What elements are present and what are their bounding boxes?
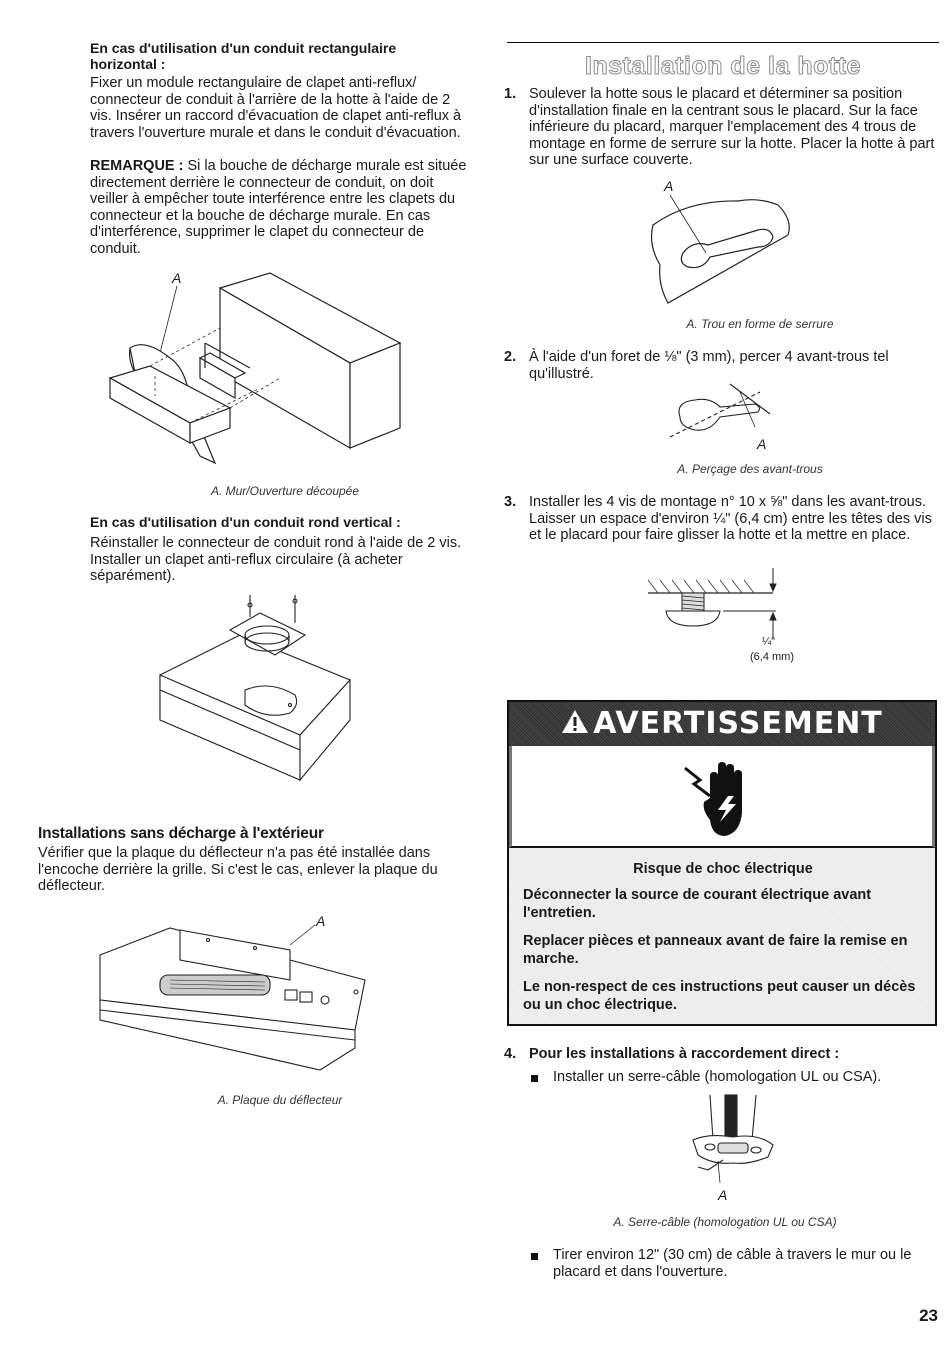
section-rule: [507, 42, 939, 43]
warning-box: [507, 700, 937, 1026]
gap-label-mm: (6,4 mm): [750, 651, 794, 663]
remarque-paragraph: [90, 158, 472, 257]
step-1-text: Soulever la hotte sous le placard et déterminer sa position d'installation finale en la centrant sous le placard. Sur la face inférieure du placard, marquer l'emplacement des 4 trous de montage en forme de serrure sur la hotte. Placer la hotte à part sur une surface couverte.: [529, 86, 935, 168]
step-1-number: 1.: [504, 86, 517, 102]
round-duct-body: Réinstaller le connecteur de conduit rond à l'aide de 2 vis. Installer un clapet anti-reflux circulaire (à acheter séparément).: [90, 535, 462, 584]
section-title: Installation de la hotte: [585, 52, 861, 80]
keyhole-illustration: [648, 195, 798, 305]
rect-duct-illustration: [110, 268, 440, 468]
clamp-callout-letter: A: [718, 1187, 728, 1203]
step-3-number: 3.: [504, 494, 517, 510]
cable-clamp-illustration: [688, 1095, 778, 1185]
rect-duct-heading: En cas d'utilisation d'un conduit rectangulaire horizontal :: [90, 40, 397, 72]
warning-line-1: Déconnecter la source de courant électrique avant l'entretien.: [523, 887, 872, 921]
bullet-2-text: Tirer environ 12" (30 cm) de câble à travers le mur ou le placard et dans l'ouverture.: [553, 1247, 912, 1280]
deflector-plate-illustration: [100, 920, 375, 1070]
page-number: 23: [919, 1306, 938, 1325]
warning-text-panel: [509, 848, 935, 1024]
round-duct-illustration: [150, 595, 360, 790]
step-2-number: 2.: [504, 349, 517, 365]
step-3-text: Installer les 4 vis de montage n° 10 x ⅝" dans les avant-trous. Laisser un espace d'environ ¼" (6,4 cm) entre les têtes des vis et le placard pour faire glisser la hotte et la mettre en place.: [529, 494, 932, 543]
warning-line-3: Le non-respect de ces instructions peut causer un décès ou un choc électrique.: [523, 979, 916, 1013]
drill-caption: A. Perçage des avant-trous: [677, 462, 823, 476]
clamp-caption: A. Serre-câble (homologation UL ou CSA): [613, 1215, 837, 1229]
warning-line-2: Replacer pièces et panneaux avant de faire la remise en marche.: [523, 933, 908, 967]
remarque-label: REMARQUE :: [90, 158, 184, 174]
warning-icon-panel: [509, 746, 935, 848]
step-4-number: 4.: [504, 1046, 517, 1062]
warning-triangle-icon: [561, 703, 589, 747]
bullet-1-text: Installer un serre-câble (homologation UL ou CSA).: [553, 1069, 882, 1085]
screw-gap-illustration: [648, 568, 788, 638]
fig3-callout-letter: A: [316, 913, 326, 929]
fig1-callout-letter: A: [172, 270, 182, 286]
step-4-text: Pour les installations à raccordement direct :: [529, 1046, 840, 1062]
remarque-body: Si la bouche de décharge murale est située directement derrière le connecteur de conduit, on doit veiller à empêcher toute interférence entre les clapets du connecteur et la bouche de décharge murale. En cas d'interférence, supprimer le clapet du connecteur de conduit.: [90, 158, 467, 257]
bullet-marker: [531, 1075, 538, 1082]
warning-title-row: [509, 702, 935, 746]
fig3-caption: A. Plaque du déflecteur: [217, 1093, 343, 1107]
step-2-text: À l'aide d'un foret de ⅛" (3 mm), percer 4 avant-trous tel qu'illustré.: [529, 349, 889, 382]
gap-label-inches: ¼": [762, 636, 776, 648]
electric-shock-hand-icon: [680, 758, 760, 838]
rect-duct-body: Fixer un module rectangulaire de clapet anti-reflux/ connecteur de conduit à l'arrière de la hotte à l'aide de 2 vis. Insérer un raccord d'évacuation de clapet anti-reflux à travers l'ouverture murale et dans le conduit d'évacuation.: [90, 75, 462, 141]
no-discharge-heading: Installations sans décharge à l'extérieur: [38, 825, 324, 842]
drill-holes-illustration: [670, 382, 780, 442]
no-discharge-body: Vérifier que la plaque du déflecteur n'a pas été installée dans l'encoche derrière la grille. Si c'est le cas, enlever la plaque du déflecteur.: [38, 845, 438, 894]
drill-callout-letter: A: [757, 436, 767, 452]
warning-risk: Risque de choc électrique: [633, 861, 813, 877]
keyhole-callout-letter: A: [664, 178, 674, 194]
bullet-marker: [531, 1253, 538, 1260]
round-duct-heading: En cas d'utilisation d'un conduit rond vertical :: [90, 514, 401, 530]
keyhole-caption: A. Trou en forme de serrure: [686, 317, 834, 331]
warning-title: AVERTISSEMENT: [593, 706, 883, 741]
fig1-caption: A. Mur/Ouverture découpée: [210, 484, 360, 498]
